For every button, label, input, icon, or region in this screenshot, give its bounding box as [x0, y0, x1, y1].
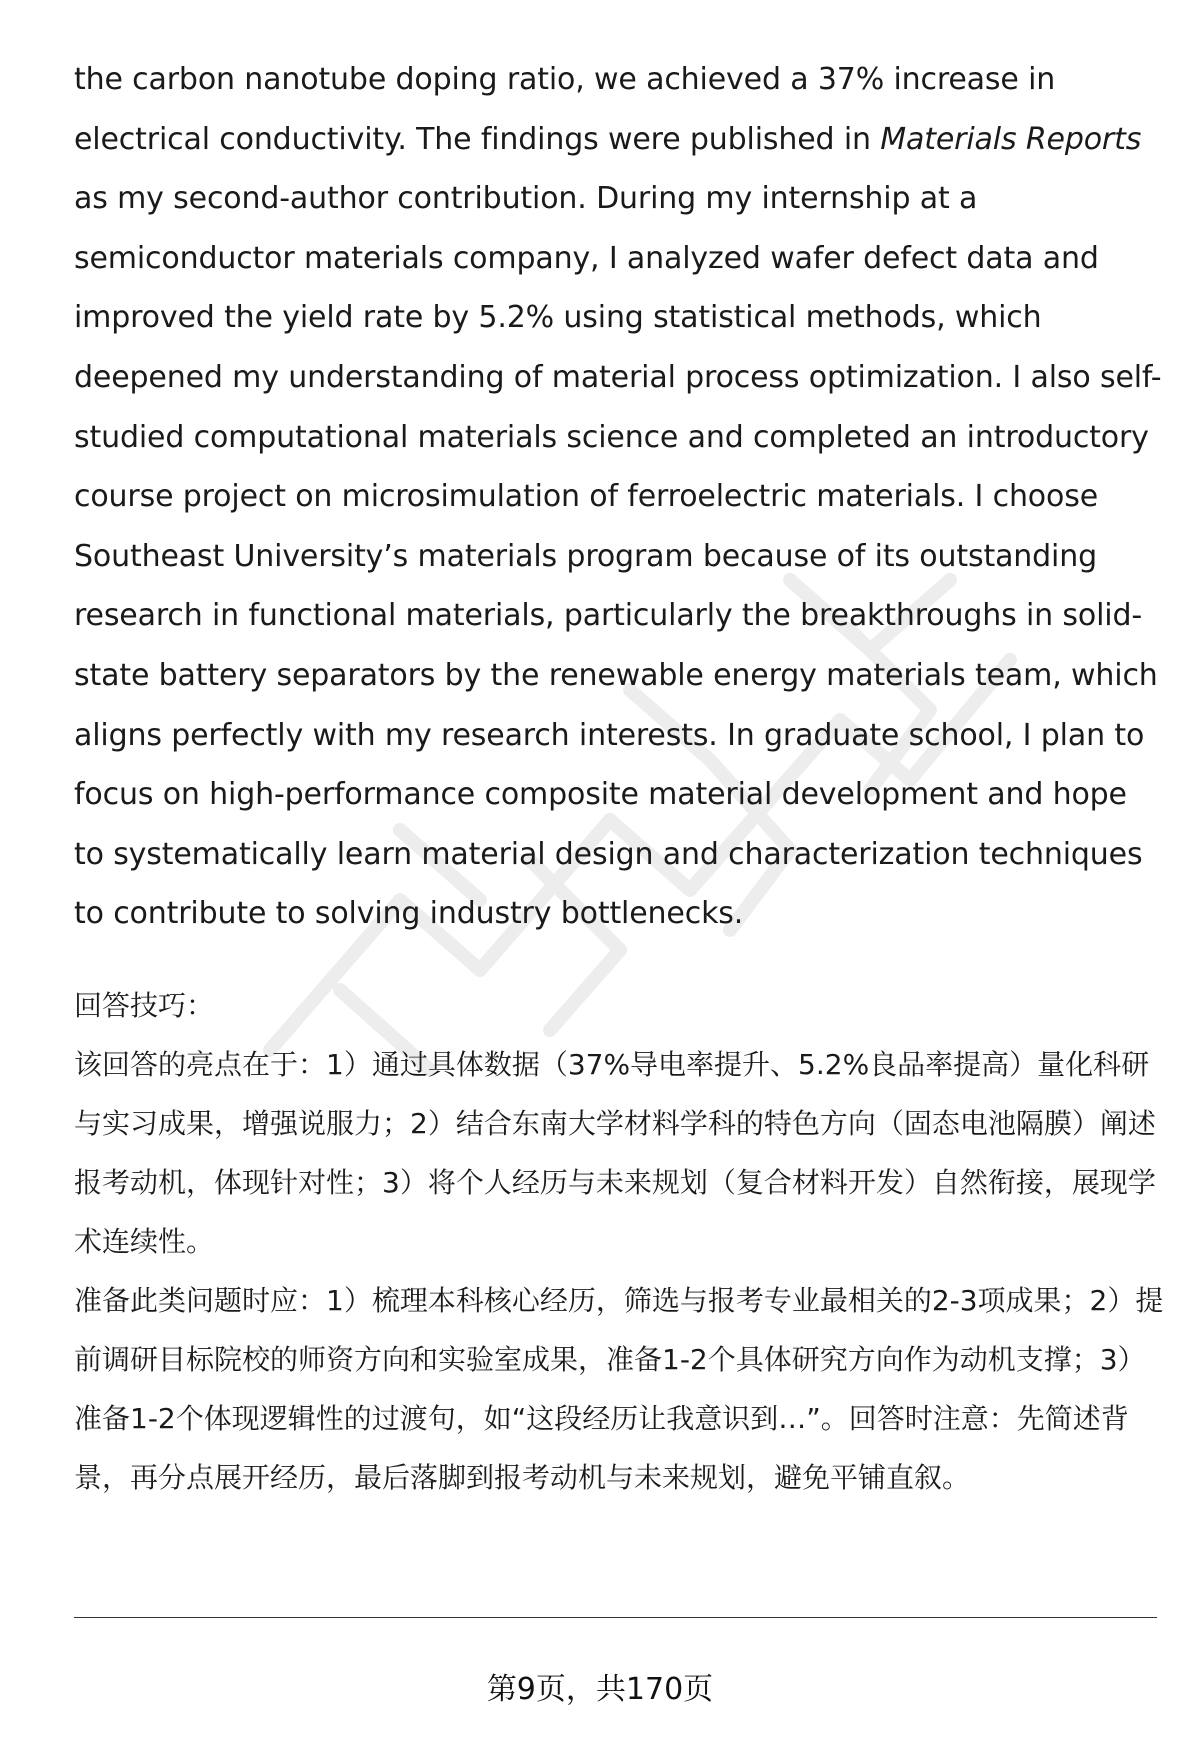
paragraph-text-part2: as my second-author contribution. During my internship at a semiconductor materials company, I analyzed wafer defect data and improved the yield rate by 5.2% using statistical methods, which deepened my understanding of material process optimization. I also self-studied computational materials science and completed an introductory course project on microsimulation of ferroelectric materials. I choose Southeast University’s materials program because of its outstanding research in functional materials, particularly the breakthroughs in solid-state battery separators by the renewable energy materials team, which aligns perfectly with my research interests. In graduate school, I plan to focus on high-performance composite material development and hope to systematically learn material design and characterization techniques to contribute to solving industry bottlenecks. [74, 181, 1162, 932]
tips-heading: 回答技巧： [74, 988, 215, 1022]
paragraph-text-part1: the carbon nanotube doping ratio, we achieved a 37% increase in electrical conductivity. The findings were published in [74, 62, 1056, 157]
tips-highlights: 该回答的亮点在于：1）通过具体数据（37%导电率提升、5.2%良品率提高）量化科研与实习成果，增强说服力；2）结合东南大学材料学科的特色方向（固态电池隔膜）阐述报考动机，体现针对性；3）将个人经历与未来规划（复合材料开发）自然衔接，展现学术连续性。 [74, 1047, 1156, 1258]
body-paragraph [74, 50, 1164, 944]
content-area [74, 50, 1164, 1507]
page-number: 第9页，共170页 [486, 1672, 714, 1707]
tips-preparation: 准备此类问题时应：1）梳理本科核心经历，筛选与报考专业最相关的2-3项成果；2）提前调研目标院校的师资方向和实验室成果，准备1-2个具体研究方向作为动机支撑；3）准备1-2个体现逻辑性的过渡句，如“这段经历让我意识到…”。回答时注意：先简述背景，再分点展开经历，最后落脚到报考动机与未来规划，避免平铺直叙。 [74, 1283, 1164, 1494]
footer-divider [74, 1617, 1157, 1618]
answer-tips-section [74, 976, 1164, 1507]
journal-name: Materials Reports [880, 121, 1142, 157]
